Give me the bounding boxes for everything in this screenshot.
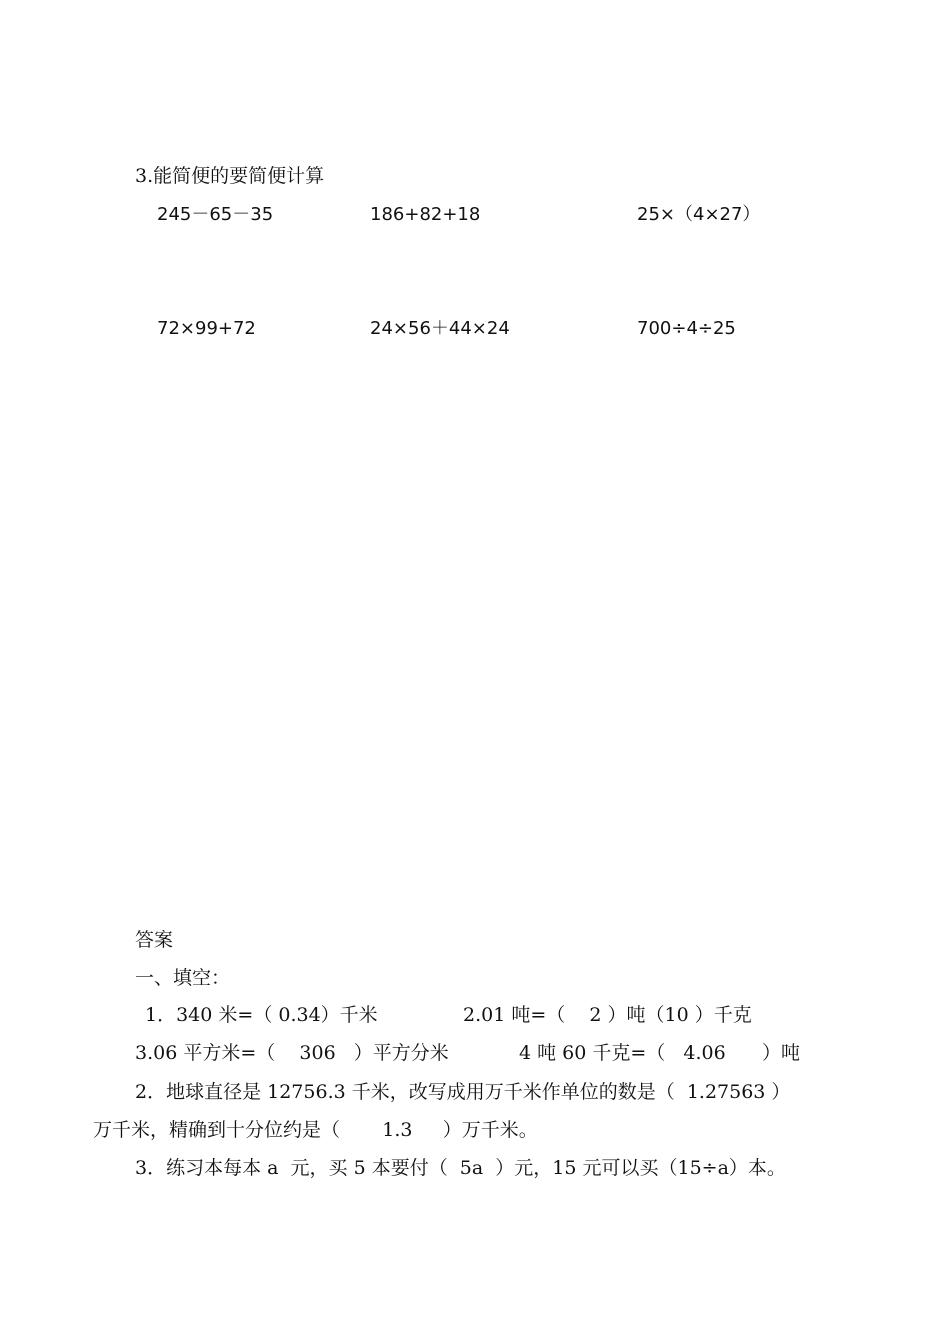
answers-title: 答案: [135, 929, 174, 951]
answer-line-1a: 1．340 米=（ 0.34）千米: [145, 1004, 378, 1026]
answer-line-1b: 2.01 吨=（ 2 ）吨（10 ）千克: [463, 1004, 752, 1026]
answer-line-2a: 3.06 平方米=（ 306 ）平方分米: [135, 1042, 449, 1064]
problem-2-1: 72×99+72: [157, 318, 256, 339]
answer-line-2b: 4 吨 60 千克=（ 4.06 ）吨: [519, 1042, 800, 1064]
section3-heading: 3.能简便的要简便计算: [135, 165, 325, 187]
problem-2-2: 24×56＋44×24: [370, 318, 510, 339]
answers-part1-heading: 一、填空：: [135, 967, 231, 989]
answer-line-4: 万千米，精确到十分位约是（ 1.3 ）万千米。: [93, 1119, 538, 1141]
answer-line-5: 3．练习本每本 a 元，买 5 本要付（ 5a ）元，15 元可以买（15÷a）本。: [135, 1157, 786, 1179]
answer-line-3: 2．地球直径是 12756.3 千米，改写成用万千米作单位的数是（ 1.27563 ）: [135, 1081, 791, 1103]
problem-1-2: 186+82+18: [370, 204, 481, 225]
problem-2-3: 700÷4÷25: [637, 318, 736, 339]
problem-1-1: 245－65－35: [157, 204, 274, 225]
problem-1-3: 25×（4×27）: [637, 204, 761, 225]
